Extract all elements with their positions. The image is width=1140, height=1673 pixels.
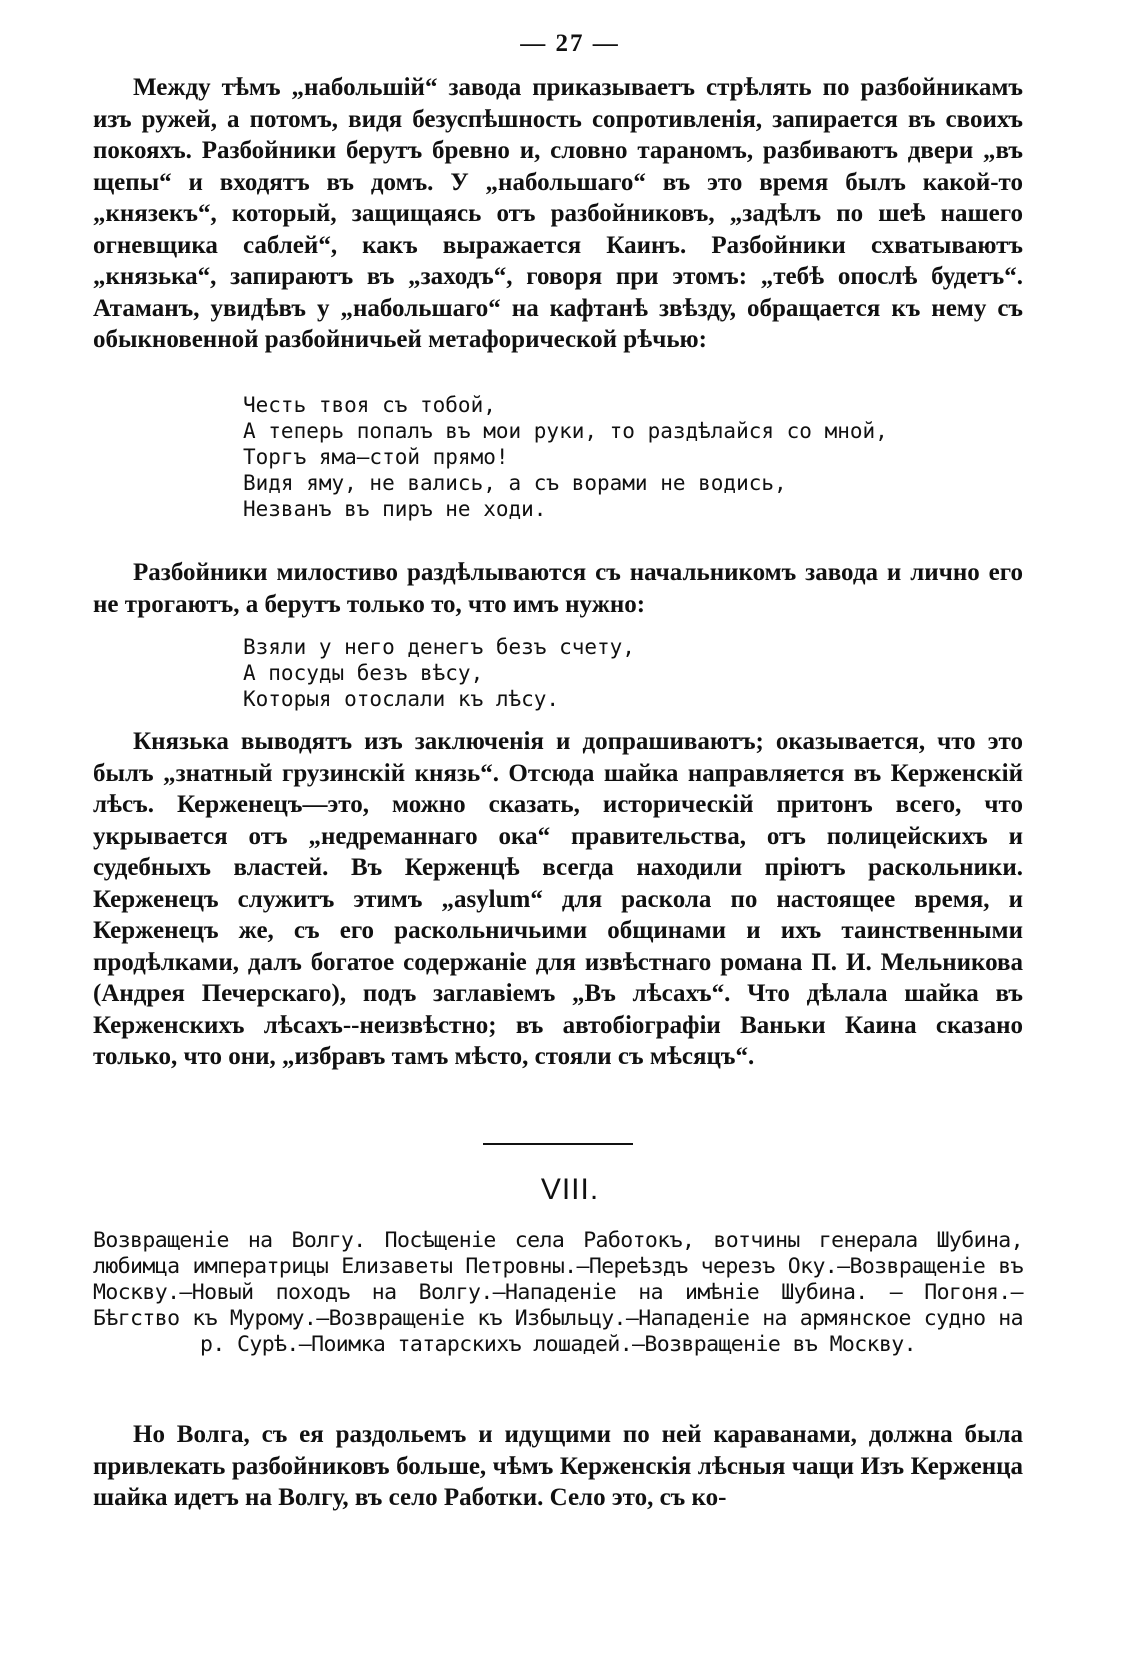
chapter-summary: Возвращеніе на Волгу. Посѣщеніе села Работокъ, вотчины генерала Шубина, любимца императрицы Елизаветы Петровны.—Переѣздъ черезъ Оку.—Возвращеніе въ Москву.—Новый походъ на Волгу.—Нападеніе на имѣніе Шубина. — Погоня.—Бѣгство къ Мурому.—Возвращеніе къ Избыльцу.—Нападеніе на армянское судно на р. Сурѣ.—Поимка татарскихъ лошадей.—Возвращеніе въ Москву. (93, 1228, 1023, 1357)
paragraph-2: Разбойники милостиво раздѣлываются съ начальникомъ завода и лично его не трогаютъ, а берутъ только то, что имъ нужно: (93, 559, 1023, 618)
verse-line: Которыя отослали къ лѣсу. (243, 687, 560, 711)
chapter-numeral: VIII. (540, 1173, 600, 1206)
paragraph-2-block (93, 557, 1023, 620)
verse-line: А теперь попалъ въ мои руки, то раздѣлайся со мной, (243, 419, 888, 443)
paragraph-3-block (93, 726, 1023, 1073)
verse-line: Незванъ въ пиръ не ходи. (243, 497, 547, 521)
page-number: — 27 — (520, 30, 620, 57)
paragraph-1: Между тѣмъ „набольшій“ завода приказываетъ стрѣлять по разбойникамъ изъ ружей, а потомъ, видя безуспѣшность сопротивленія, запирается въ своихъ покояхъ. Разбойники берутъ бревно и, словно тараномъ, разбиваютъ двери „въ щепы“ и входятъ въ домъ. У „набольшаго“ въ это время былъ какой-то „князекъ“, который, защищаясь отъ разбойниковъ, „задѣлъ по шеѣ нашего огневщика саблей“, какъ выражается Каинъ. Разбойники схватываютъ „князька“, запираютъ въ „заходъ“, говоря при этомъ: „тебѣ опослѣ будетъ“. Атаманъ, увидѣвъ у „набольшаго“ на кафтанѣ звѣзду, обращается къ нему съ обыкновенной разбойничьей метафорической рѣчью: (93, 74, 1023, 353)
verse-line: Торгъ яма—стой прямо! (243, 445, 509, 469)
section-divider (483, 1143, 633, 1145)
paragraph-3: Князька выводятъ изъ заключенія и допрашиваютъ; оказывается, что это былъ „знатный грузинскій князь“. Отсюда шайка направляется въ Керженскій лѣсъ. Керженецъ—это, можно сказать, историческій притонъ всего, что укрывается отъ „недреманнаго ока“ правительства, отъ полицейскихъ и судебныхъ властей. Въ Керженцѣ всегда находили пріютъ раскольники. Керженецъ служитъ этимъ „asylum“ для раскола по настоящее время, и Керженецъ же, съ его раскольничьими общинами и ихъ таинственными продѣлками, далъ богатое содержаніе для извѣстнаго романа П. И. Мельникова (Андрея Печерскаго), подъ заглавіемъ „Въ лѣсахъ“. Что дѣлала шайка въ Керженскихъ лѣсахъ--неизвѣстно; въ автобіографіи Ваньки Каина сказано только, что они, „избравъ тамъ мѣсто, стояли съ мѣсяцъ“. (93, 728, 1023, 1070)
paragraph-1-block (93, 72, 1023, 356)
paragraph-4: Но Волга, съ ея раздольемъ и идущими по ней караванами, должна была привлекать разбойниковъ больше, чѣмъ Керженскія лѣсныя чащи Изъ Керженца шайка идетъ на Волгу, въ село Работки. Село это, съ ко- (93, 1421, 1023, 1511)
verse-line: Честь твоя съ тобой, (243, 393, 496, 417)
verse-line: А посуды безъ вѣсу, (243, 661, 484, 685)
verse-line: Взяли у него денегъ безъ счету, (243, 635, 635, 659)
verse-line: Видя яму, не вались, а съ ворами не водись, (243, 471, 787, 495)
verse-block-1 (243, 392, 1003, 522)
verse-block-2 (243, 634, 1003, 712)
paragraph-4-block (93, 1419, 1023, 1514)
